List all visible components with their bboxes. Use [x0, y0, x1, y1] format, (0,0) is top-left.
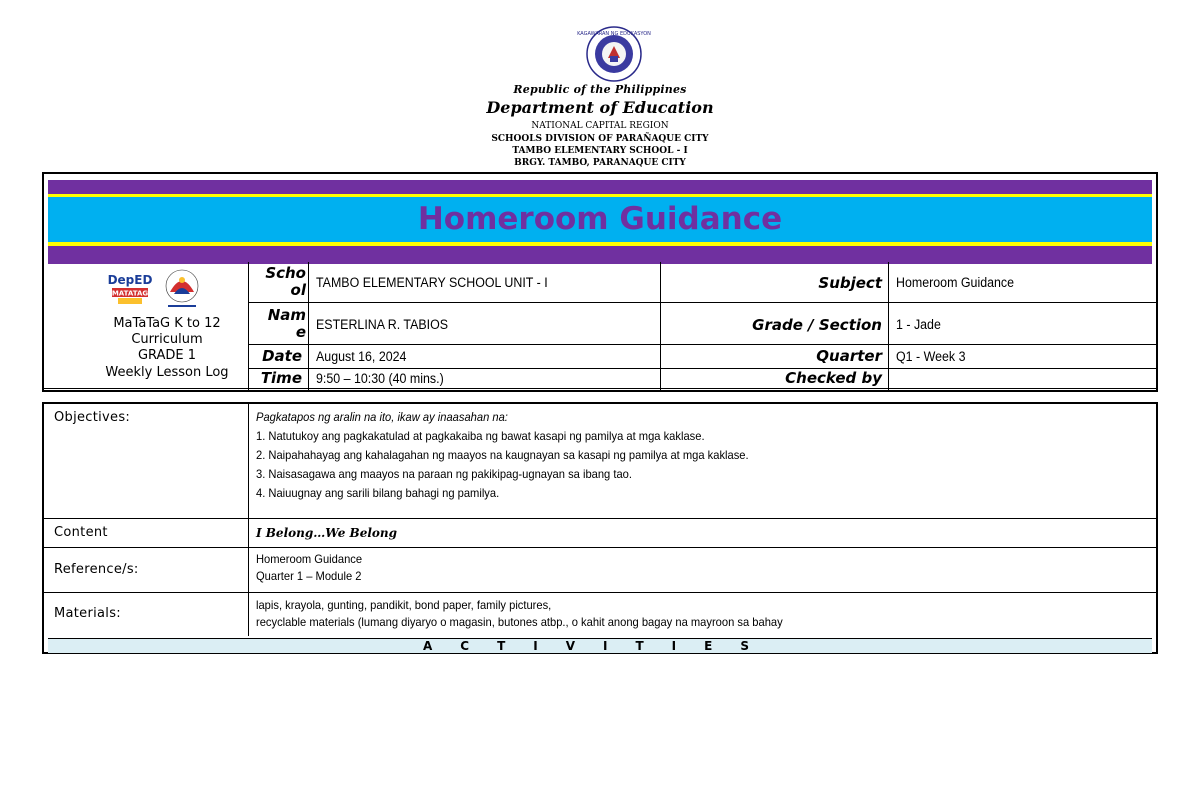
curriculum-line-1: MaTaTaG K to 12: [113, 316, 221, 331]
materials-line: lapis, krayola, gunting, pandikit, bond paper, family pictures,: [256, 598, 552, 612]
region-line: NATIONAL CAPITAL REGION: [531, 121, 669, 131]
materials-line: recyclable materials (lumang diyaryo o magasin, butones atbp., o kahit anong bagay na mayroon sa bahay: [256, 615, 783, 629]
reference-item: Homeroom Guidance: [256, 552, 363, 566]
content-label: Content: [54, 525, 108, 540]
banner-stripe-purple-top: [48, 180, 1152, 194]
division-line: SCHOOLS DIVISION OF PARAÑAQUE CITY: [491, 134, 709, 144]
objective-item: 2. Naipahahayag ang kahalagahan ng maayos na kaugnayan sa kasapi ng pamilya at mga kaklase.: [256, 448, 749, 462]
grade-section-label: Grade / Section: [752, 316, 882, 334]
deped-logo-text: DepED: [107, 273, 153, 287]
matatag-logo-text: MATATAG: [111, 289, 149, 298]
barangay-line: BRGY. TAMBO, PARANAQUE CITY: [514, 158, 686, 168]
curriculum-line-2: Curriculum: [131, 332, 203, 347]
curriculum-log-title: Weekly Lesson Log: [105, 365, 229, 380]
subject-label: Subject: [818, 274, 882, 292]
grade-section-value: 1 - Jade: [896, 317, 941, 332]
checked-by-label: Checked by: [785, 369, 882, 387]
references-label: Reference/s:: [54, 562, 139, 577]
lesson-info-table: [42, 262, 1158, 392]
date-value: August 16, 2024: [316, 349, 407, 364]
school-line: TAMBO ELEMENTARY SCHOOL - I: [512, 146, 688, 156]
lesson-content-table: [42, 402, 1158, 654]
subject-value: Homeroom Guidance: [896, 275, 1015, 290]
objective-item: 4. Naiuugnay ang sarili bilang bahagi ng pamilya.: [256, 486, 500, 500]
materials-label: Materials:: [54, 606, 121, 621]
quarter-value: Q1 - Week 3: [896, 349, 966, 364]
seal-text: KAGAWARAN NG EDUKASYON: [577, 31, 651, 37]
deped-matatag-logos: [104, 268, 244, 310]
time-label: Time: [260, 369, 302, 387]
name-label: Nam e: [267, 306, 306, 341]
objective-item: 3. Naisasagawa ang maayos na paraan ng pakikipag-ugnayan sa ibang tao.: [256, 467, 632, 481]
objectives-label: Objectives:: [54, 410, 131, 425]
school-label: Scho ol: [265, 264, 306, 299]
quarter-label: Quarter: [816, 347, 882, 365]
banner-title: Homeroom Guidance: [417, 201, 783, 237]
objective-item: 1. Natutukoy ang pagkakatulad at pagkakaiba ng bawat kasapi ng pamilya at mga kaklase.: [256, 429, 705, 443]
title-banner: [42, 172, 1158, 264]
department-line: Department of Education: [486, 98, 714, 117]
content-value: I Belong…We Belong: [256, 526, 398, 540]
time-value: 9:50 – 10:30 (40 mins.): [316, 371, 444, 386]
reference-item: Quarter 1 – Module 2: [256, 569, 362, 583]
teacher-name-value: ESTERLINA R. TABIOS: [316, 317, 449, 332]
date-label: Date: [262, 347, 302, 365]
curriculum-grade: GRADE 1: [137, 348, 197, 363]
republic-line: Republic of the Philippines: [513, 83, 687, 96]
school-value: TAMBO ELEMENTARY SCHOOL UNIT - I: [316, 275, 548, 290]
deped-seal-logo: [577, 26, 651, 82]
activities-header: ACTIVITIES: [48, 638, 1152, 653]
objectives-intro: Pagkatapos ng aralin na ito, ikaw ay inaasahan na:: [256, 410, 508, 424]
